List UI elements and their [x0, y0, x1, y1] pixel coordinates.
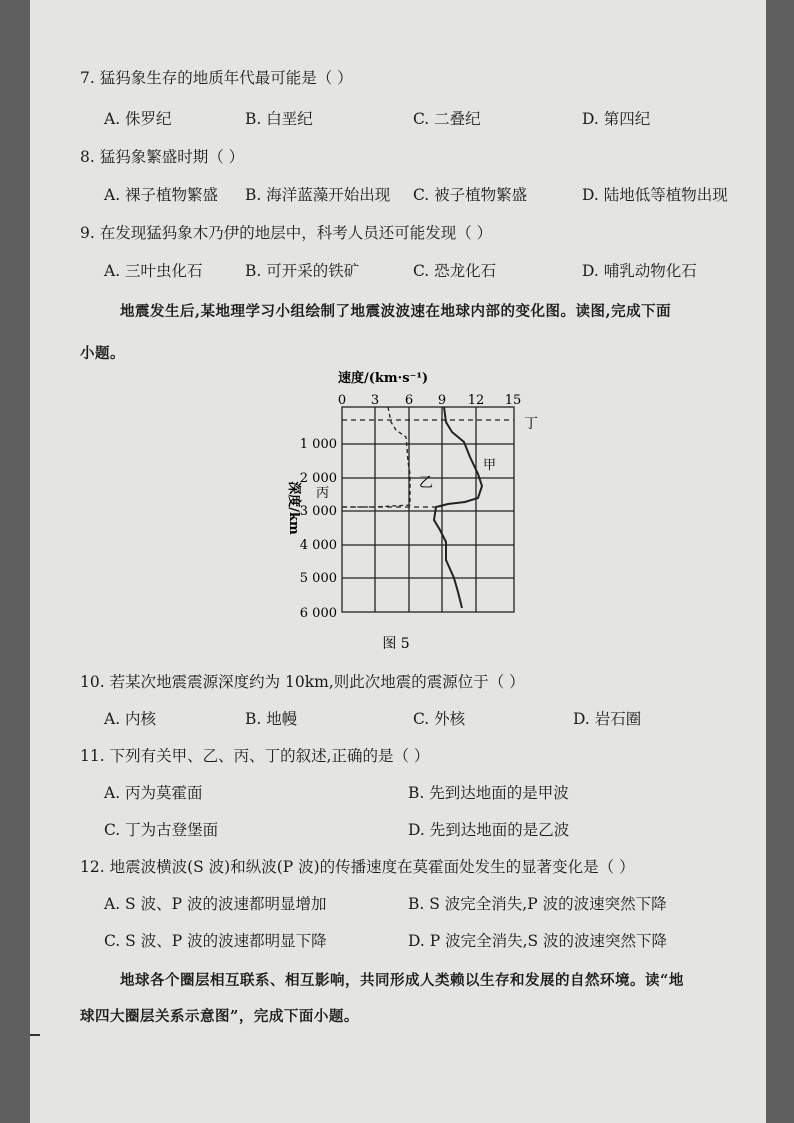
question-7-option-d: D. 第四纪 [582, 110, 651, 128]
depth-tick: 5 000 [299, 571, 337, 586]
question-12-option-b: B. S 波完全消失,P 波的波速突然下降 [408, 895, 667, 913]
label-ding: 丁 [524, 416, 538, 432]
question-10-option-c: C. 外核 [413, 710, 466, 728]
question-12-option-d: D. P 波完全消失,S 波的波速突然下降 [408, 932, 668, 950]
figure-caption: 图 5 [382, 636, 410, 652]
question-12-stem: 12. 地震波横波(S 波)和纵波(P 波)的传播速度在莫霍面处发生的显著变化是（ ） [80, 858, 635, 876]
depth-tick: 6 000 [299, 606, 337, 621]
question-10-option-d: D. 岩石圈 [573, 710, 642, 728]
depth-tick: 3 000 [299, 504, 337, 519]
question-10-option-b: B. 地幔 [245, 710, 298, 728]
speed-tick: 3 [370, 393, 380, 408]
passage-2-line-1: 地球各个圈层相互联系、相互影响，共同形成人类赖以生存和发展的自然环境。读“地 [120, 972, 684, 989]
question-11-stem: 11. 下列有关甲、乙、丙、丁的叙述,正确的是（ ） [80, 747, 430, 765]
scan-mark [30, 1034, 40, 1036]
question-7-option-a: A. 侏罗纪 [104, 110, 172, 128]
wave-yi-curve [342, 407, 410, 507]
question-8-option-b: B. 海洋蓝藻开始出现 [245, 186, 391, 204]
passage-1-line-1: 地震发生后,某地理学习小组绘制了地震波波速在地球内部的变化图。读图,完成下面 [120, 303, 672, 320]
question-8-stem: 8. 猛犸象繁盛时期（ ） [80, 148, 245, 166]
question-11-option-a: A. 丙为莫霍面 [104, 784, 203, 802]
label-jia: 甲 [483, 458, 497, 473]
question-9-stem: 9. 在发现猛犸象木乃伊的地层中，科考人员还可能发现（ ） [80, 224, 493, 242]
question-7-option-c: C. 二叠纪 [413, 110, 481, 128]
speed-tick: 0 [337, 393, 347, 408]
question-7-option-b: B. 白垩纪 [245, 110, 313, 128]
depth-tick: 1 000 [299, 437, 337, 452]
question-12-option-c: C. S 波、P 波的波速都明显下降 [104, 932, 327, 950]
chart-grid [342, 407, 514, 612]
depth-axis-title: 深度/km [286, 481, 301, 535]
depth-tick: 2 000 [299, 471, 337, 486]
speed-axis-title: 速度/(km·s⁻¹) [338, 371, 429, 386]
depth-tick: 4 000 [299, 538, 337, 553]
seismic-wave-figure [270, 362, 560, 658]
question-7-stem: 7. 猛犸象生存的地质年代最可能是（ ） [80, 69, 353, 87]
question-9-option-d: D. 哺乳动物化石 [582, 262, 697, 280]
speed-tick: 6 [404, 393, 414, 408]
question-9-option-b: B. 可开采的铁矿 [245, 262, 360, 280]
question-9-option-a: A. 三叶虫化石 [104, 262, 203, 280]
question-9-option-c: C. 恐龙化石 [413, 262, 497, 280]
question-12-option-a: A. S 波、P 波的波速都明显增加 [104, 895, 327, 913]
question-10-stem: 10. 若某次地震震源深度约为 10km,则此次地震的震源位于（ ） [80, 673, 525, 691]
question-11-option-d: D. 先到达地面的是乙波 [408, 821, 570, 839]
speed-tick: 12 [467, 393, 485, 408]
seismic-wave-chart [270, 362, 560, 658]
label-bing: 丙 [316, 486, 330, 501]
passage-1-line-2: 小题。 [80, 345, 125, 362]
passage-2-line-2: 球四大圈层关系示意图”，完成下面小题。 [80, 1008, 359, 1025]
question-8-option-a: A. 裸子植物繁盛 [104, 186, 219, 204]
question-8-option-d: D. 陆地低等植物出现 [582, 186, 728, 204]
question-11-option-b: B. 先到达地面的是甲波 [408, 784, 569, 802]
question-11-option-c: C. 丁为古登堡面 [104, 821, 219, 839]
label-yi: 乙 [419, 475, 433, 491]
question-10-option-a: A. 内核 [104, 710, 157, 728]
speed-tick: 9 [437, 393, 447, 408]
question-8-option-c: C. 被子植物繁盛 [413, 186, 528, 204]
speed-tick: 15 [504, 393, 522, 408]
